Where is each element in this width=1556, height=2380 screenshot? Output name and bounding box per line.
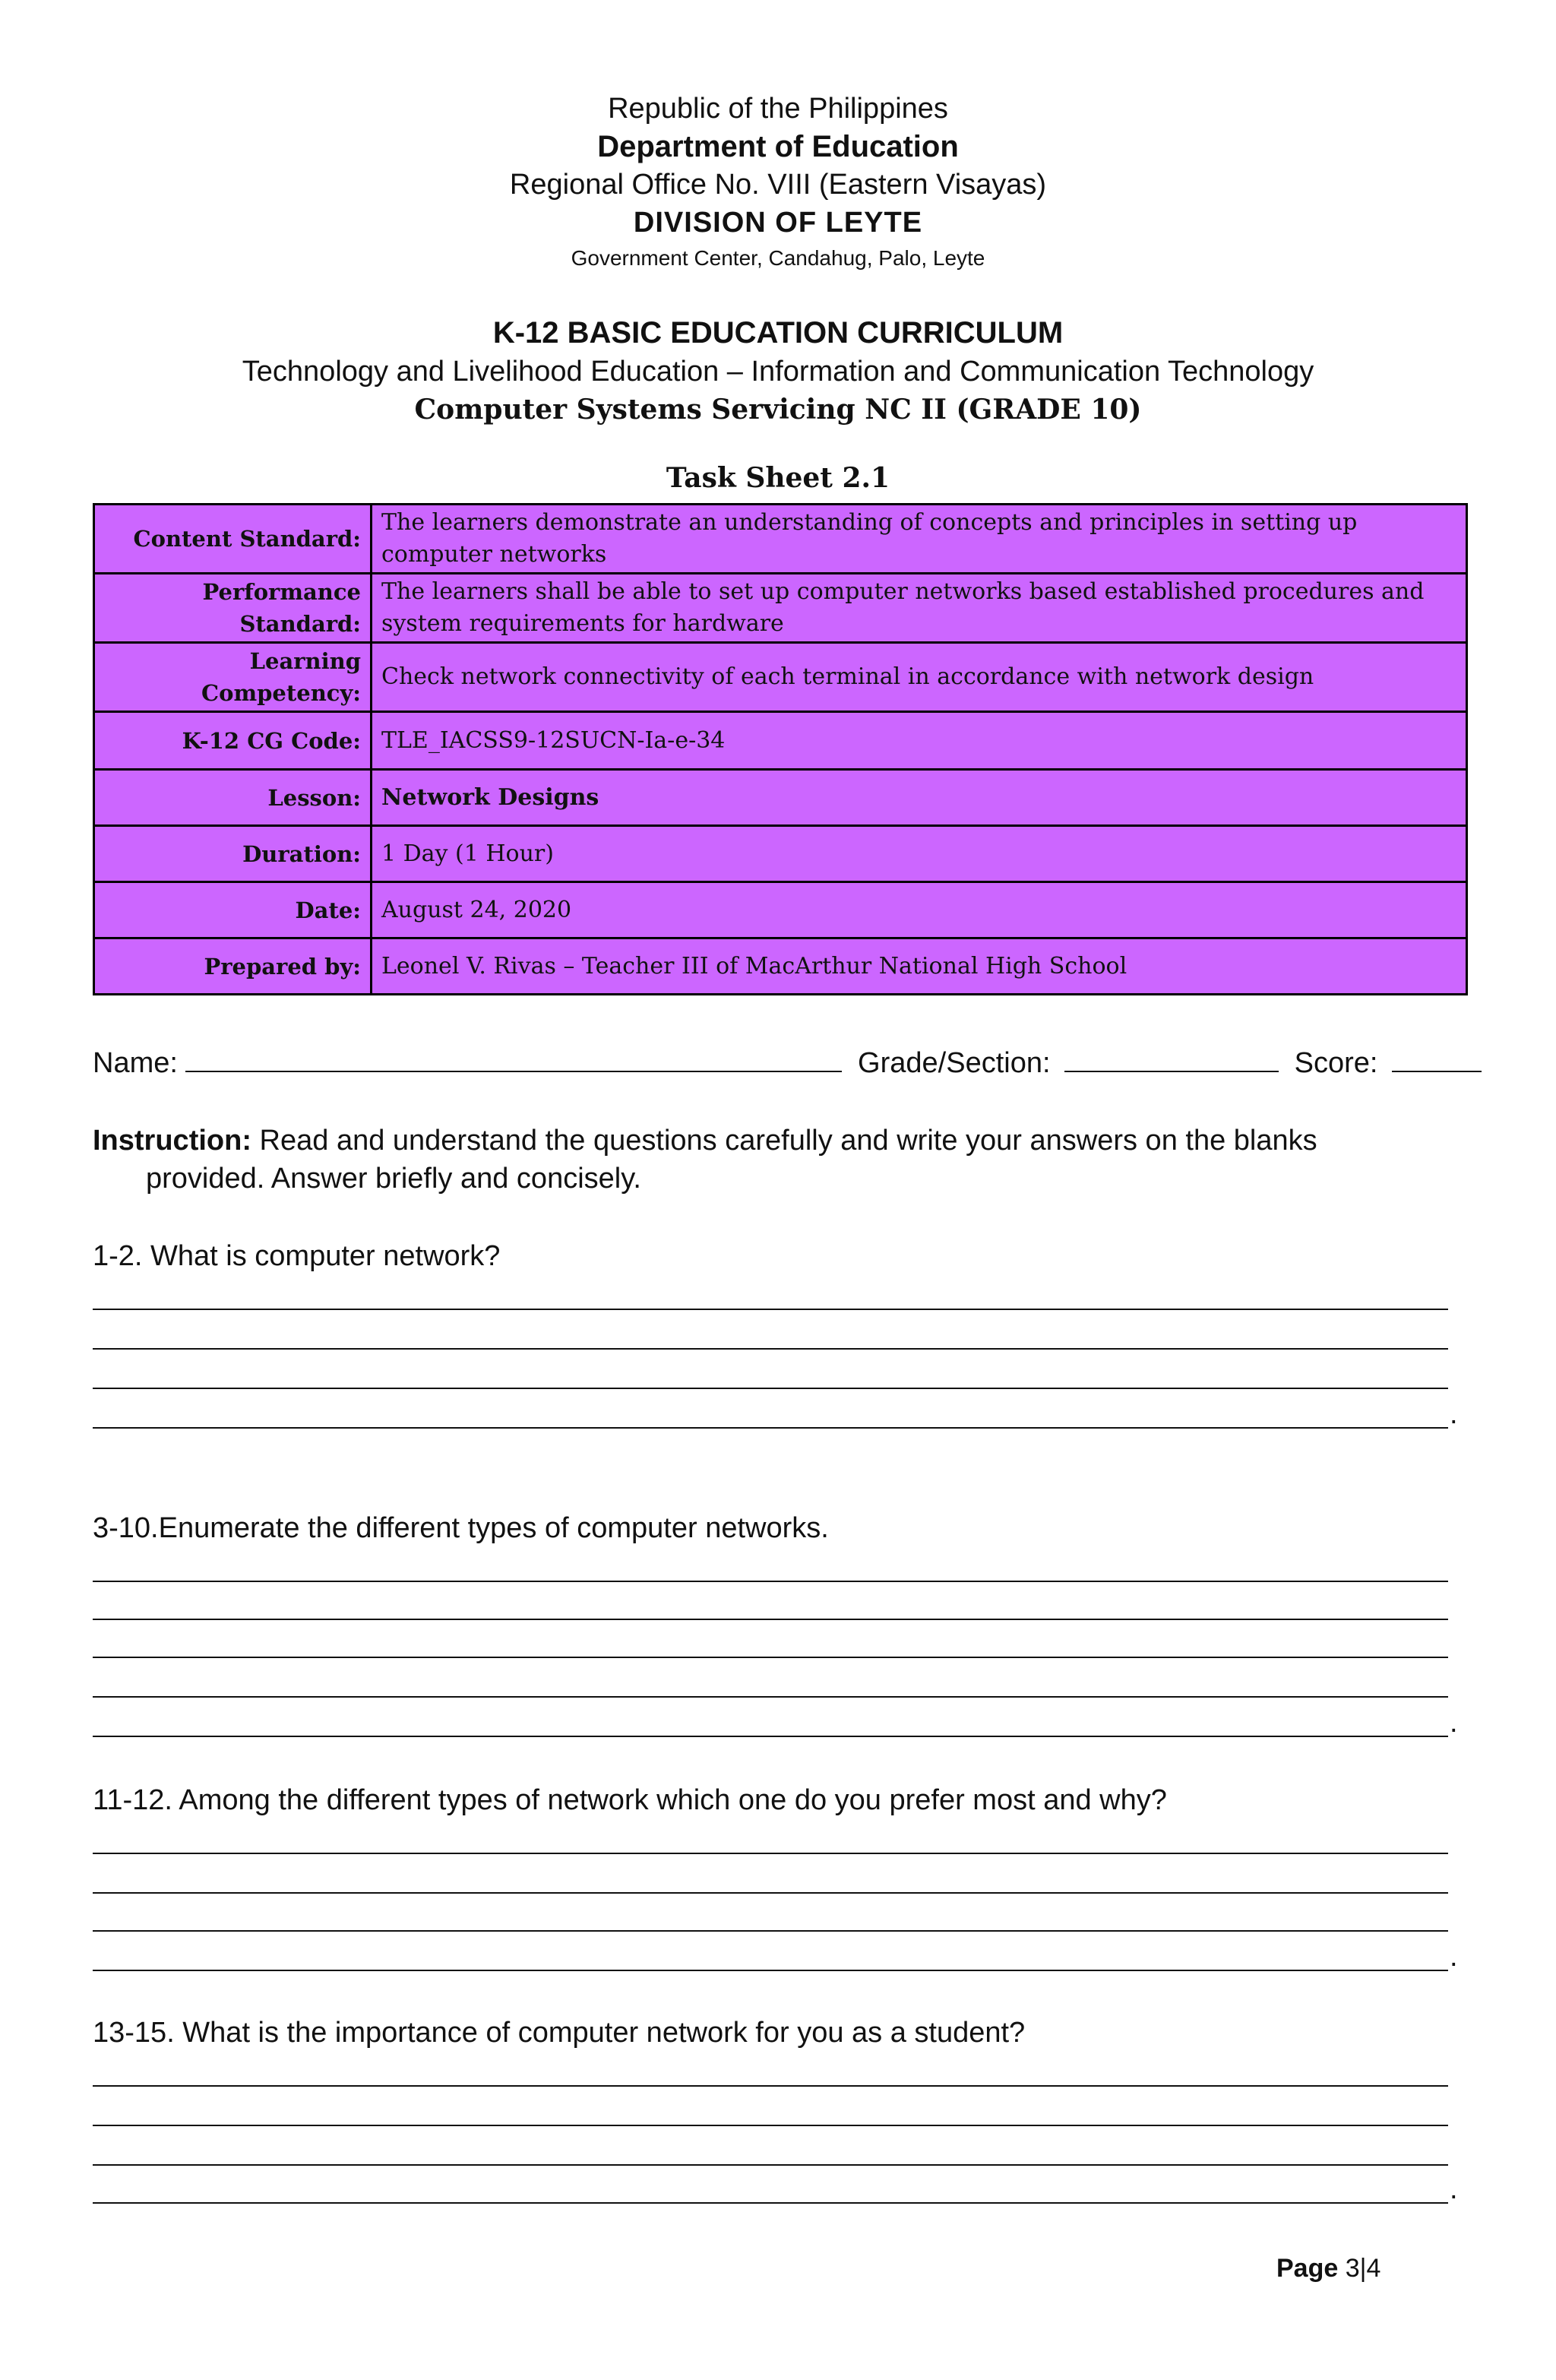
row-value: The learners demonstrate an understanding of concepts and principles in setting up computer networks bbox=[372, 505, 1467, 574]
page-label: Page bbox=[1276, 2254, 1339, 2283]
score-blank[interactable] bbox=[1392, 1070, 1482, 1072]
end-period: . bbox=[1450, 2173, 1458, 2205]
answer-line[interactable] bbox=[93, 1930, 1448, 1932]
row-value: TLE_IACSS9-12SUCN-Ia-e-34 bbox=[372, 712, 1467, 770]
instruction-text: Read and understand the questions carefully and write your answers on the blanks bbox=[259, 1125, 1317, 1157]
answer-line[interactable] bbox=[93, 1696, 1448, 1698]
row-value: August 24, 2020 bbox=[372, 882, 1467, 938]
instruction-text-cont: provided. Answer briefly and concisely. bbox=[146, 1163, 641, 1195]
question-3: 11-12. Among the different types of network which one do you prefer most and why? bbox=[93, 1784, 1167, 1816]
table-row bbox=[94, 505, 1467, 574]
task-sheet-title: Task Sheet 2.1 bbox=[666, 462, 890, 494]
row-value: The learners shall be able to set up computer networks based established procedures and system requirements for hardware bbox=[372, 574, 1467, 643]
answer-line[interactable] bbox=[93, 1892, 1448, 1894]
table-row bbox=[94, 643, 1467, 712]
row-label: Lesson: bbox=[94, 770, 372, 826]
answer-line[interactable] bbox=[93, 2164, 1448, 2166]
row-label: Performance Standard: bbox=[94, 574, 372, 643]
answer-line[interactable] bbox=[93, 1657, 1448, 1658]
name-label: Name: bbox=[93, 1047, 178, 1079]
answer-line[interactable] bbox=[93, 1348, 1448, 1350]
row-label: K-12 CG Code: bbox=[94, 712, 372, 770]
row-label: Date: bbox=[94, 882, 372, 938]
table-row bbox=[94, 574, 1467, 643]
answer-line[interactable] bbox=[93, 1853, 1448, 1854]
student-fields bbox=[93, 1047, 1460, 1080]
table-row bbox=[94, 770, 1467, 826]
subject-line: Technology and Livelihood Education – Information and Communication Technology bbox=[242, 356, 1314, 388]
address-line: Government Center, Candahug, Palo, Leyte bbox=[571, 246, 985, 270]
answer-line[interactable] bbox=[93, 1388, 1448, 1389]
instruction-label: Instruction: bbox=[93, 1125, 251, 1157]
grade-section-blank[interactable] bbox=[1064, 1070, 1279, 1072]
curriculum-header bbox=[0, 313, 1556, 429]
row-label: Content Standard: bbox=[94, 505, 372, 574]
answer-line[interactable] bbox=[93, 2085, 1448, 2087]
row-label: Prepared by: bbox=[94, 938, 372, 995]
row-label: Duration: bbox=[94, 826, 372, 882]
score-label: Score: bbox=[1294, 1047, 1378, 1079]
answer-line[interactable] bbox=[93, 1427, 1448, 1429]
department-line: Department of Education bbox=[597, 130, 959, 163]
page-footer bbox=[1276, 2254, 1380, 2283]
table-row bbox=[94, 826, 1467, 882]
answer-line[interactable] bbox=[93, 1309, 1448, 1310]
answer-line[interactable] bbox=[93, 2125, 1448, 2126]
answer-line[interactable] bbox=[93, 2202, 1448, 2204]
info-table bbox=[93, 503, 1468, 995]
division-line: DIVISION OF LEYTE bbox=[633, 207, 923, 239]
answer-line[interactable] bbox=[93, 1970, 1448, 1971]
end-period: . bbox=[1450, 1941, 1458, 1973]
row-value: 1 Day (1 Hour) bbox=[372, 826, 1467, 882]
answer-line[interactable] bbox=[93, 1581, 1448, 1582]
end-period: . bbox=[1450, 1398, 1458, 1430]
document-header bbox=[0, 90, 1556, 275]
row-value: Check network connectivity of each terminal in accordance with network design bbox=[372, 643, 1467, 712]
course-line: Computer Systems Servicing NC II (GRADE 10) bbox=[414, 394, 1142, 426]
question-4: 13-15. What is the importance of computer network for you as a student? bbox=[93, 2017, 1026, 2049]
end-period: . bbox=[1450, 1707, 1458, 1739]
answer-line[interactable] bbox=[93, 1619, 1448, 1620]
answer-line[interactable] bbox=[93, 1736, 1448, 1737]
name-blank[interactable] bbox=[185, 1070, 842, 1072]
page-number: 3|4 bbox=[1345, 2254, 1381, 2283]
republic-line: Republic of the Philippines bbox=[608, 93, 948, 125]
instruction bbox=[93, 1122, 1460, 1198]
region-line: Regional Office No. VIII (Eastern Visayas) bbox=[509, 169, 1047, 201]
question-2: 3-10.Enumerate the different types of computer networks. bbox=[93, 1512, 829, 1544]
table-row bbox=[94, 882, 1467, 938]
grade-section-label: Grade/Section: bbox=[858, 1047, 1051, 1079]
curriculum-title: K-12 BASIC EDUCATION CURRICULUM bbox=[492, 316, 1064, 350]
row-value: Network Designs bbox=[372, 770, 1467, 826]
table-row bbox=[94, 938, 1467, 995]
question-1: 1-2. What is computer network? bbox=[93, 1240, 501, 1272]
row-label: Learning Competency: bbox=[94, 643, 372, 712]
row-value: Leonel V. Rivas – Teacher III of MacArthur National High School bbox=[372, 938, 1467, 995]
table-row bbox=[94, 712, 1467, 770]
